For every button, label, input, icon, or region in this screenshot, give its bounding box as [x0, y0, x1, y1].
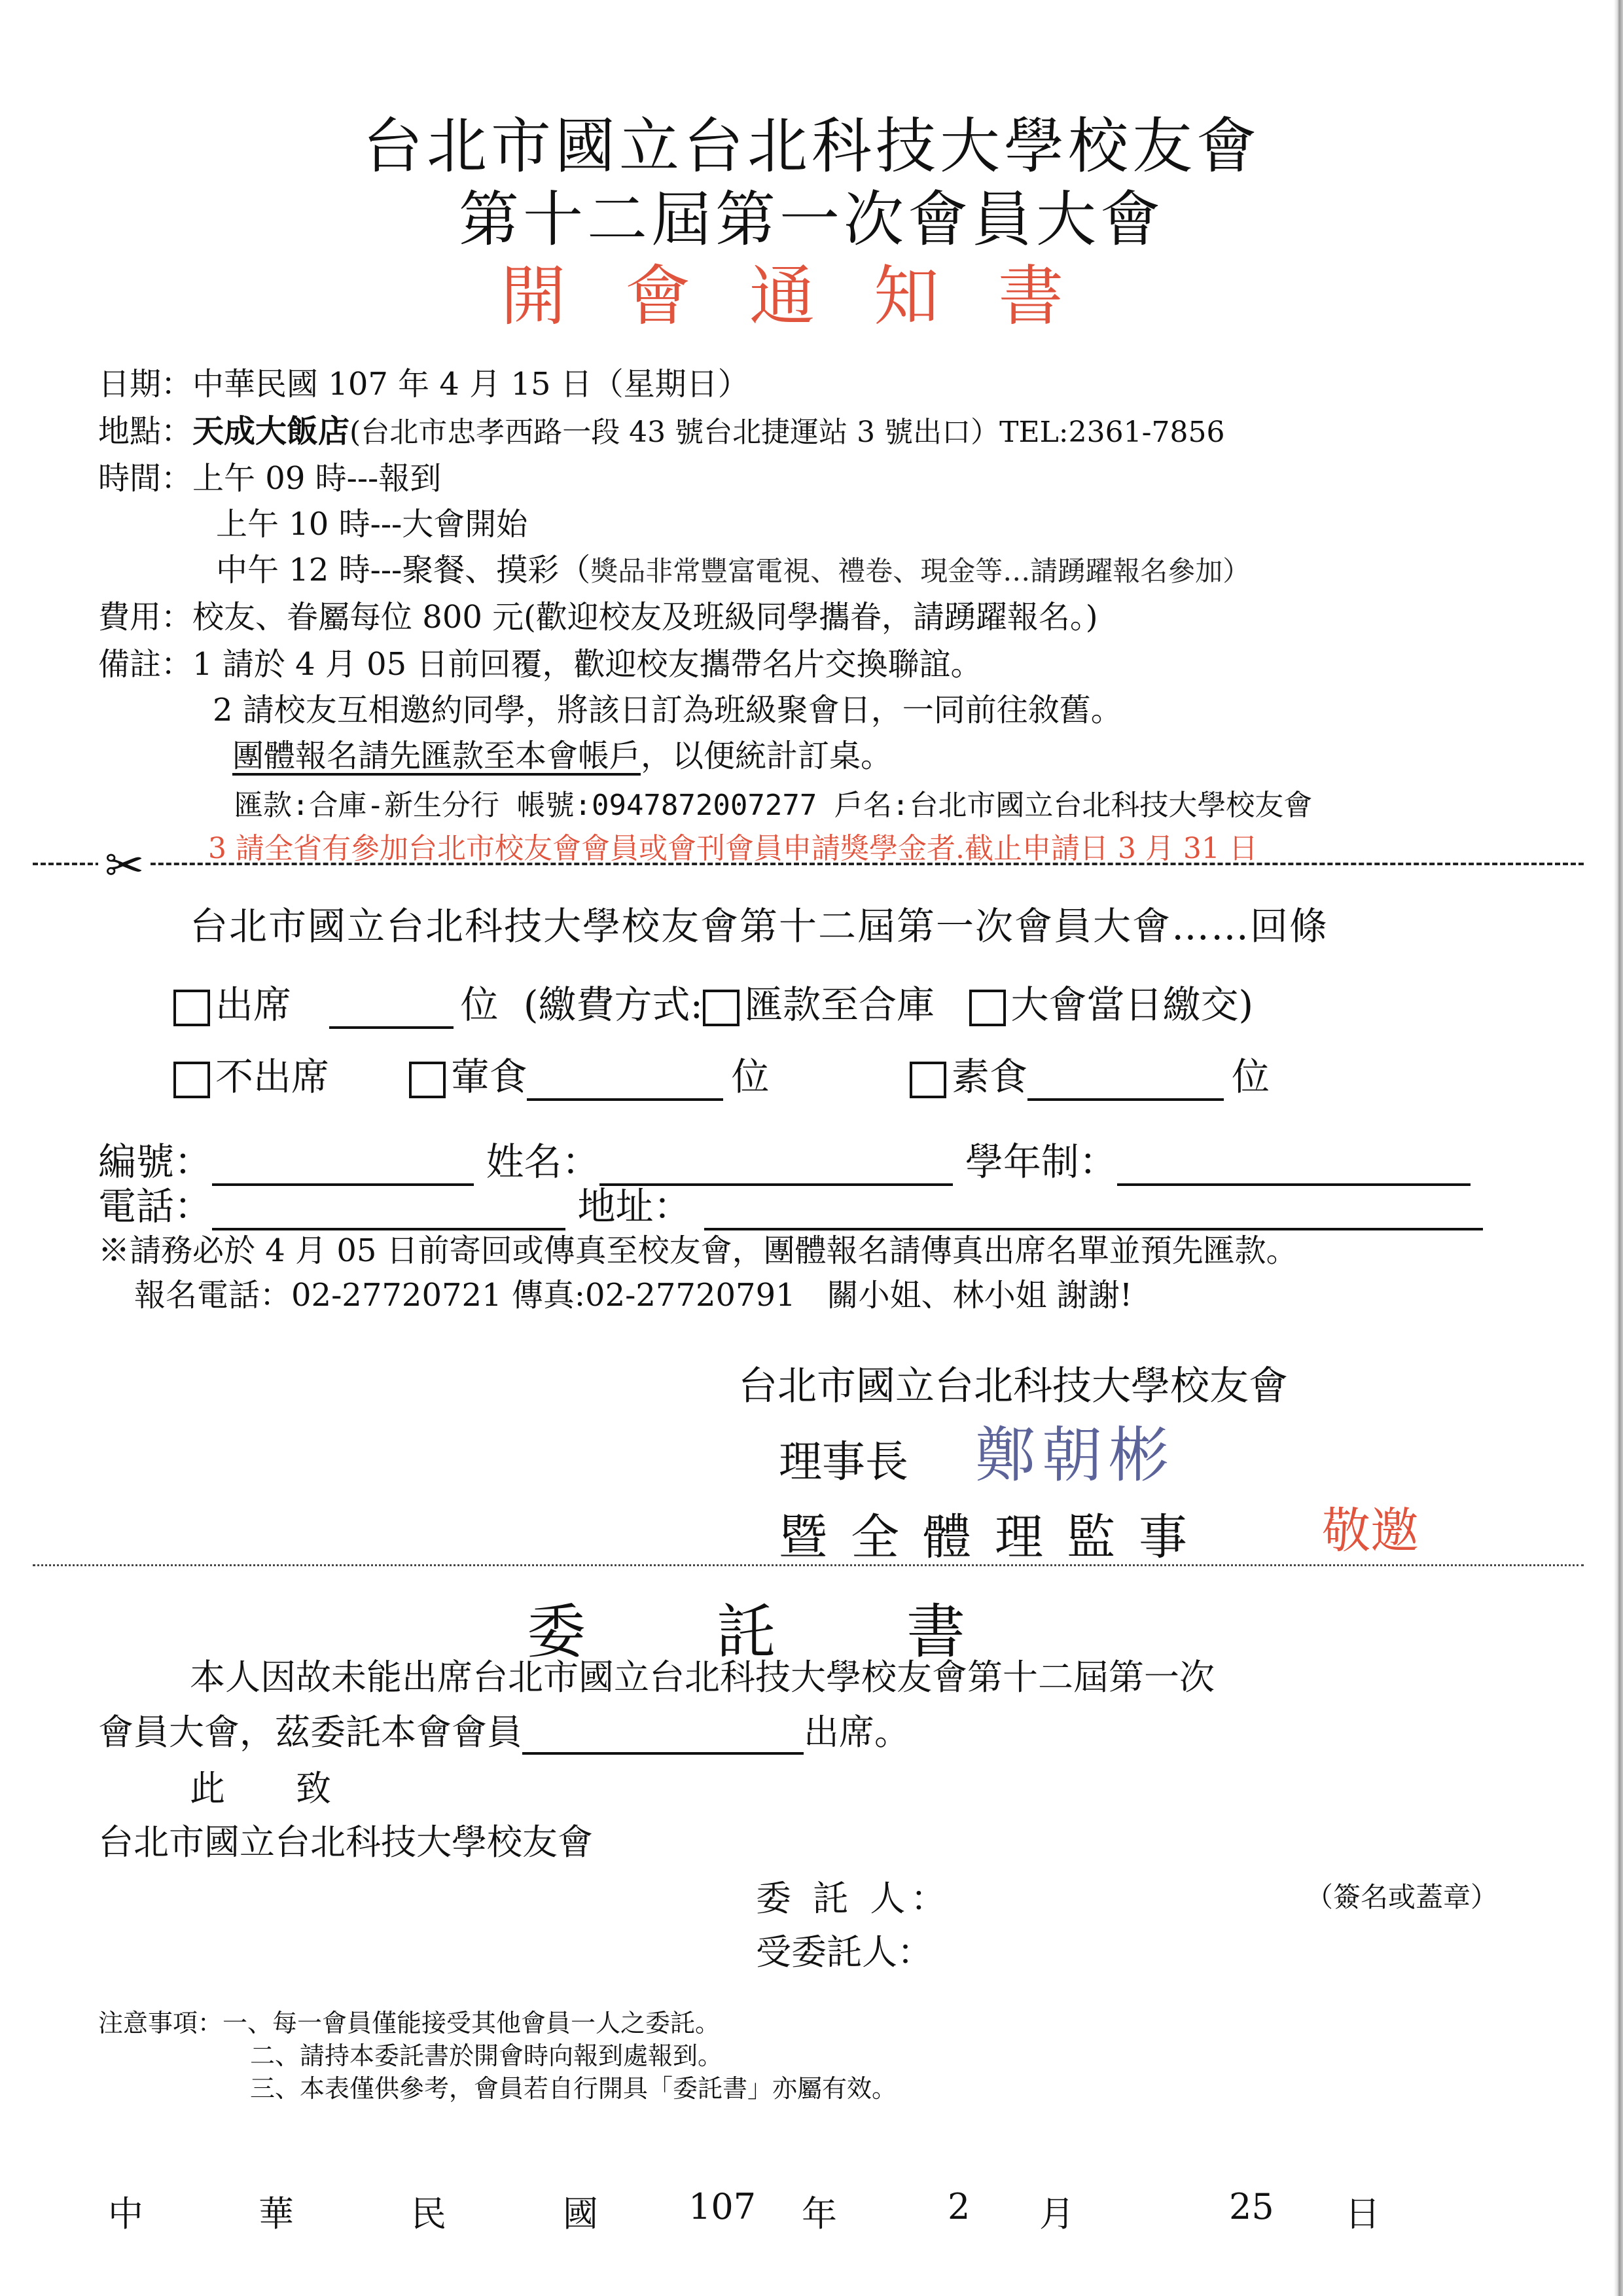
date-value: 中華民國 107 年 4 月 15 日（星期日）	[192, 366, 749, 403]
veg-seats-unit: 位	[1231, 1054, 1270, 1099]
attend-row	[173, 974, 1253, 1029]
date-zhong: 中	[108, 2193, 143, 2234]
veg-count-field[interactable]	[1027, 1068, 1224, 1101]
date-day: 25	[1229, 2186, 1274, 2227]
place-detail: (台北市忠孝西路一段 43 號台北捷運站 3 號出口）TEL:2361-7856	[349, 416, 1225, 449]
note-group-rest: ，以便統計訂桌。	[641, 738, 893, 774]
sign-hint: （簽名或蓋章）	[1306, 1881, 1499, 1913]
date-yue: 月	[1039, 2193, 1075, 2234]
date-hua: 華	[259, 2193, 294, 2234]
divider-line	[33, 1564, 1584, 1566]
note-2: 2 請校友互相邀約同學，將該日訂為班級聚會日，一同前往敘舊。	[213, 692, 1122, 728]
reply-title: 台北市國立台北科技大學校友會第十二屆第一次會員大會……回條	[190, 904, 1329, 948]
fee-row	[98, 592, 1098, 637]
pay-bank-label: 匯款至合庫	[745, 982, 935, 1027]
attend-label: 出席	[215, 982, 292, 1027]
date-label: 日期：	[98, 366, 193, 403]
title-meeting: 第十二屆第一次會員大會	[458, 185, 1164, 255]
phone-row	[98, 1175, 1483, 1230]
invite-label: 敬邀	[1322, 1503, 1419, 1559]
veg-checkbox[interactable]	[910, 1062, 946, 1098]
fee-value: 校友、眷屬每位 800 元(歡迎校友及班級同學攜眷，請踴躍報名。)	[192, 599, 1098, 636]
absent-row	[173, 1046, 1270, 1101]
to-line: 此 致	[190, 1768, 331, 1809]
delegator-label: 委 託 人：	[756, 1878, 952, 1919]
date-ri: 日	[1345, 2193, 1380, 2234]
date-nian: 年	[802, 2193, 837, 2234]
page-edge	[1614, 0, 1623, 2296]
note-group-underlined: 團體報名請先匯款至本會帳戶	[232, 738, 641, 774]
time-label: 時間：	[98, 460, 193, 497]
attention-label: 注意事項：	[98, 2009, 223, 2037]
date-guo: 國	[563, 2193, 598, 2234]
chairman-label: 理事長	[779, 1437, 908, 1487]
attention-row-1	[98, 2003, 720, 2039]
id-label: 編號：	[98, 1139, 213, 1184]
veg-label: 素食	[951, 1054, 1027, 1099]
absent-checkbox[interactable]	[173, 1062, 210, 1098]
attention-1: 一、每一會員僅能接受其他會員一人之委託。	[223, 2009, 721, 2037]
meat-label: 葷食	[451, 1054, 527, 1099]
cut-line	[33, 863, 1584, 865]
notes-row-1	[98, 639, 982, 684]
date-min: 民	[411, 2193, 446, 2234]
time-lunch-row	[216, 545, 1250, 590]
meat-seats-unit: 位	[731, 1054, 770, 1099]
attention-2: 二、請持本委託書於開會時向報到處報到。	[250, 2041, 723, 2070]
meat-checkbox[interactable]	[409, 1062, 446, 1098]
proxy-text-2	[98, 1704, 910, 1755]
pay-bank-checkbox[interactable]	[703, 990, 740, 1026]
to-org: 台北市國立台北科技大學校友會	[98, 1821, 593, 1863]
attend-count-field[interactable]	[329, 996, 454, 1029]
delegatee-label: 受委託人：	[756, 1931, 933, 1973]
proxy-title: 委託書	[527, 1598, 1096, 1666]
lunch-note: 獎品非常豐富電視、禮卷、現金等…請踴躍報名參加）	[590, 555, 1251, 587]
title-org: 台北市國立台北科技大學校友會	[362, 111, 1260, 181]
remit-info: 匯款:合庫-新生分行 帳號:0947872007277 戶名:台北市國立台北科技大學校友會	[234, 789, 1313, 822]
date-year: 107	[688, 2186, 757, 2227]
pay-onsite-label: 大會當日繳交)	[1010, 982, 1254, 1027]
proxy-text-2a: 會員大會，茲委託本會會員	[98, 1712, 522, 1753]
phone-label: 電話：	[98, 1184, 213, 1229]
proxy-text-1: 本人因故未能出席台北市國立台北科技大學校友會第十二屆第一次	[190, 1657, 1215, 1698]
addr-label: 地址：	[577, 1184, 692, 1229]
proxy-text-2b: 出席。	[804, 1712, 910, 1753]
place-name: 天成大飯店	[192, 413, 350, 450]
deadline-note: ※請務必於 4 月 05 日前寄回或傳真至校友會，團體報名請傳真出席名單並預先匯款。	[98, 1232, 1298, 1269]
fee-label: 費用：	[98, 599, 193, 636]
date-month: 2	[948, 2186, 971, 2227]
time-start: 上午 10 時---大會開始	[216, 506, 528, 543]
pay-onsite-checkbox[interactable]	[969, 990, 1006, 1026]
time-lunch: 中午 12 時---聚餐、摸彩（	[216, 552, 591, 588]
attention-3: 三、本表僅供參考，會員若自行開具「委託書」亦屬有效。	[250, 2074, 897, 2103]
proxy-member-field[interactable]	[522, 1718, 804, 1755]
place-row	[98, 406, 1224, 451]
place-label: 地點：	[98, 413, 193, 450]
chairman-signature: 鄭朝彬	[975, 1420, 1176, 1490]
time-checkin: 上午 09 時---報到	[192, 460, 442, 497]
pay-method-label: (繳費方式:	[523, 982, 704, 1027]
note-group-row	[232, 730, 892, 776]
date-row	[98, 359, 749, 404]
meat-count-field[interactable]	[527, 1068, 723, 1101]
time-row-1	[98, 453, 441, 498]
class-label: 學年制：	[965, 1139, 1117, 1184]
attend-seats-unit: 位	[460, 982, 499, 1027]
scissors-icon: ✂	[98, 842, 151, 889]
name-label: 姓名：	[486, 1139, 600, 1184]
notes-label: 備註：	[98, 646, 193, 683]
note-1: 1 請於 4 月 05 日前回覆，歡迎校友攜帶名片交換聯誼。	[192, 646, 982, 683]
sign-org: 台北市國立台北科技大學校友會	[738, 1363, 1288, 1409]
absent-label: 不出席	[215, 1054, 330, 1099]
note-3-scholarship: 3 請全省有參加台北市校友會會員或會刊會員申請獎學金者.截止申請日 3 月 31 日	[208, 832, 1258, 865]
contact-info: 報名電話：02-27720721 傳真:02-27720791 關小姐、林小姐 謝謝!	[134, 1277, 1133, 1314]
title-notice: 開會通知書	[501, 258, 1122, 334]
attend-checkbox[interactable]	[173, 990, 210, 1026]
board-label: 暨全體理監事	[779, 1509, 1211, 1566]
